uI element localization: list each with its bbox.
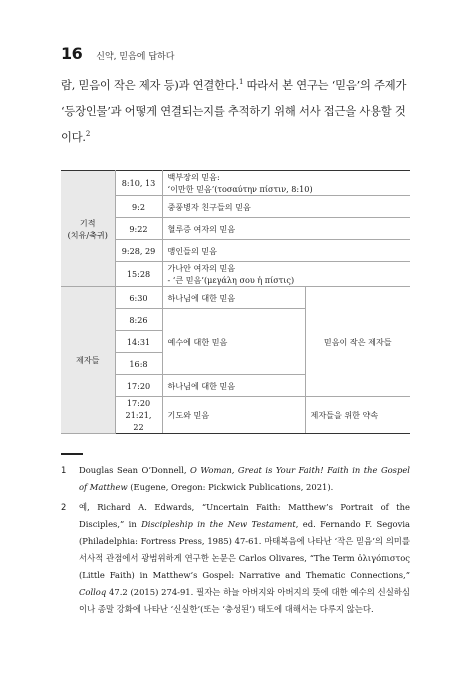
category-disciples: 제자들	[61, 287, 115, 434]
paragraph-text: 람, 믿음이 작은 제자 등)과 연결한다.	[61, 79, 239, 92]
note-small-faith: 믿음이 작은 제자들	[305, 287, 410, 397]
footnote-1	[61, 462, 410, 496]
description-cell: 기도와 믿음	[162, 397, 305, 434]
footnote-text: Douglas Sean O’Donnell, O Woman, Great is Your Faith! Faith in the Gospel of Matthew (Eugene, Oregon: Pickwick Publications, 2021).	[79, 465, 410, 492]
note-promise: 제자들을 위한 약속	[305, 397, 410, 434]
table-row	[61, 287, 410, 309]
verse-cell: 9:2	[115, 196, 162, 218]
verse-cell: 17:20 21:21, 22	[115, 397, 162, 434]
description-cell: 가나안 여자의 믿음 - ‘큰 믿음’(μεγάλη σου ἡ πίστις)	[162, 262, 410, 287]
footnote-divider	[61, 453, 83, 455]
category-miracle: 기적 (치유/축귀)	[61, 171, 115, 287]
page-header	[61, 44, 174, 63]
description-cell: 맹인들의 믿음	[162, 240, 410, 262]
verse-cell: 14:31	[115, 331, 162, 353]
verse-cell: 9:28, 29	[115, 240, 162, 262]
faith-passages-table	[61, 170, 410, 434]
body-paragraph	[61, 73, 411, 151]
description-cell: 혈루증 여자의 믿음	[162, 218, 410, 240]
footnote-text: 예, Richard A. Edwards, “Uncertain Faith: Matthew’s Portrait of the Disciples,” in Discipleship in the New Testament, ed. Fernando F. Segovia (Philadelphia: Fortress Press, 1985) 47-61. 마태복음에 나타난 ‘작은 믿음’의 의미를 서사적 관점에서 광범위하게 연구한 논문은 Carlos Olivares, “The Term ὀλιγόπιστος (Little Faith) in Matthew’s Gospel: Narrative and Thematic Connections,” Colloq 47.2 (2015) 274-91. 필자는 하늘 아버지와 아버지의 뜻에 대한 예수의 신실하심이나 종말 강화에 나타난 ‘신실한’(또는 ‘충성된’) 태도에 대해서는 다루지 않는다.	[79, 502, 410, 614]
verse-cell: 6:30	[115, 287, 162, 309]
running-title: 신약, 믿음에 답하다	[96, 52, 175, 62]
description-cell: 하나님에 대한 믿음	[162, 375, 305, 397]
verse-cell: 15:28	[115, 262, 162, 287]
table-row	[61, 171, 410, 196]
paragraph-text: 따라서 본 연구는 ‘믿음’의 주제가 ‘등장인물’과 어떻게 연결되는지를 추적하기 위해 서사 접근을 사용할 것이다.	[61, 79, 407, 144]
footnote-number: 2	[61, 502, 67, 512]
verse-cell: 9:22	[115, 218, 162, 240]
description-cell: 중풍병자 친구들의 믿음	[162, 196, 410, 218]
verse-cell: 17:20	[115, 375, 162, 397]
description-cell: 하나님에 대한 믿음	[162, 287, 305, 309]
description-cell-merged: 예수에 대한 믿음	[162, 309, 305, 375]
description-cell: 백부장의 믿음: ‘이만한 믿음’(τοσαύτην πίστιν, 8:10)	[162, 171, 410, 196]
verse-cell: 16:8	[115, 353, 162, 375]
footnote-ref-1[interactable]: 1	[238, 78, 244, 87]
verse-cell: 8:26	[115, 309, 162, 331]
footnote-number: 1	[61, 465, 67, 475]
verse-cell: 8:10, 13	[115, 171, 162, 196]
footnote-ref-2[interactable]: 2	[85, 130, 91, 139]
footnotes	[61, 462, 410, 621]
page-number: 16	[61, 44, 83, 63]
footnote-2	[61, 499, 410, 618]
